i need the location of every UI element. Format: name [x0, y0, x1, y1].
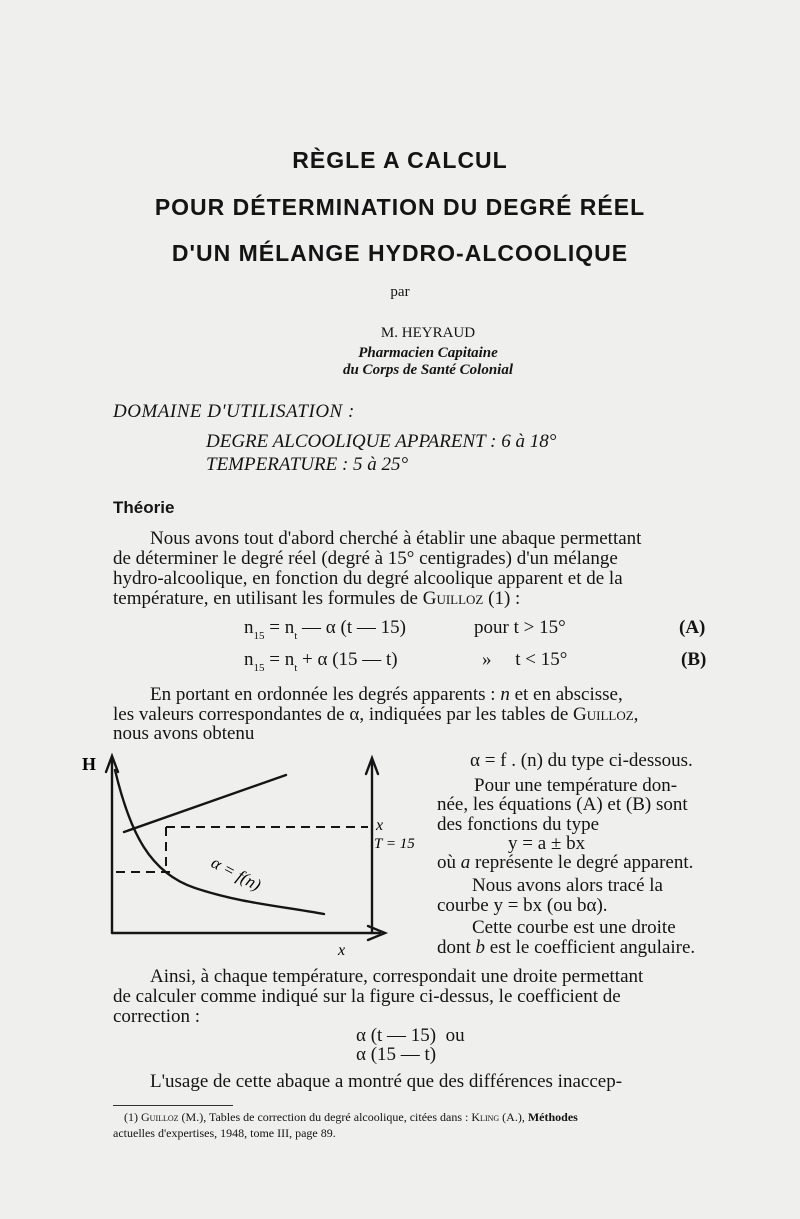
domain-line-1: DEGRE ALCOOLIQUE APPARENT : 6 à 18°: [206, 431, 557, 452]
right-col-line-7: Nous avons alors tracé la: [472, 875, 663, 896]
footnote-rule: [113, 1105, 233, 1106]
formula-a-eq: = n: [269, 617, 295, 638]
title-line-3: D'UN MÉLANGE HYDRO-ALCOOLIQUE: [171, 240, 629, 266]
right-col-line-1: α = f . (n) du type ci-dessous.: [470, 750, 693, 771]
right-col-line-6-a: où: [437, 852, 456, 873]
para2-line-1-end: et en abscisse,: [514, 684, 623, 705]
domain-line-2: TEMPERATURE : 5 à 25°: [206, 454, 409, 475]
para2-line-1: [150, 684, 736, 706]
byline-role-1: Pharmacien Capitaine: [358, 345, 498, 361]
figure-curve-label: α = f(n): [208, 852, 265, 895]
figure-h-label: H: [82, 754, 97, 774]
section-heading: Théorie: [113, 498, 175, 517]
formula-b-rest: + α (15 — t): [302, 649, 398, 670]
para3-line-3: correction :: [113, 1006, 201, 1027]
formula-a-rest: — α (t — 15): [302, 617, 406, 638]
formula-b-subt: t: [294, 662, 298, 674]
footnote-text-2: (A.),: [502, 1110, 525, 1124]
footnote-text-3: Méthodes: [527, 1110, 578, 1124]
formula-a-label: (A): [679, 617, 706, 638]
footnote-author-kling: Kling: [471, 1110, 500, 1124]
figure-x-label-right: x: [376, 817, 384, 834]
footnote-ref: (1) :: [488, 588, 521, 609]
right-col-line-10-c: est le coefficient angulaire.: [489, 937, 696, 958]
para1-line-4: [113, 588, 736, 610]
para4-line-1: L'usage de cette abaque a montré que des différences inaccep-: [150, 1071, 623, 1092]
formula-b-eq: = n: [269, 649, 295, 670]
footnote-author-guilloz: Guilloz: [141, 1110, 179, 1124]
author-ref-guilloz-2: Guilloz,: [573, 704, 639, 725]
para3-formula-1: α (t — 15) ou: [356, 1025, 465, 1046]
right-col-line-9: Cette courbe est une droite: [472, 917, 676, 938]
title-line-2: POUR DÉTERMINATION DU DEGRÉ RÉEL: [154, 194, 646, 220]
formula-a-n: n: [244, 617, 254, 638]
right-col-line-2: Pour une température don-: [474, 775, 678, 796]
right-col-line-6: [437, 852, 737, 874]
right-col-line-10-a: dont: [437, 937, 471, 958]
abaque-sketch: [80, 748, 420, 958]
para2-line-1-n: n: [500, 684, 510, 705]
byline-role-2: du Corps de Santé Colonial: [342, 362, 514, 378]
right-col-line-8: courbe y = bx (ou bα).: [437, 895, 608, 916]
footnote-number: (1): [124, 1110, 138, 1124]
straight-line: [124, 775, 286, 832]
formula-b-label: (B): [681, 649, 707, 670]
formula-b: [244, 649, 398, 674]
formula-a-condition: pour t > 15°: [474, 617, 566, 638]
right-col-line-10: [437, 937, 737, 959]
para1-line-3: hydro-alcoolique, en fonction du degré alcoolique apparent et de la: [113, 568, 623, 589]
byline-author: M. HEYRAUD: [380, 325, 476, 341]
formula-b-condition: » t < 15°: [482, 649, 568, 670]
right-col-line-10-b: b: [475, 937, 486, 958]
domain-heading: DOMAINE D'UTILISATION :: [113, 401, 355, 422]
para2-line-1-text: En portant en ordonnée les degrés apparents :: [150, 684, 496, 705]
author-ref-guilloz: Guilloz: [422, 588, 484, 609]
para1-line-4-text: température, en utilisant les formules de: [113, 588, 418, 609]
formula-a: [244, 617, 406, 642]
para3-line-1: Ainsi, à chaque température, correspondait une droite permettant: [150, 966, 644, 987]
formula-a-subt: t: [294, 630, 298, 642]
formula-a-sub15: 15: [253, 630, 265, 642]
para1-line-1: Nous avons tout d'abord cherché à établir une abaque permettant: [150, 528, 642, 549]
byline-par: par: [390, 284, 410, 300]
figure-x-label-bottom: x: [338, 942, 346, 958]
right-col-line-6-c: représente le degré apparent.: [475, 852, 694, 873]
right-col-line-6-b: a: [460, 852, 471, 873]
formula-b-n: n: [244, 649, 254, 670]
alpha-curve: [115, 770, 324, 914]
figure-t-label: T = 15: [374, 836, 415, 852]
formula-b-sub15: 15: [253, 662, 265, 674]
footnote-line-2: actuelles d'expertises, 1948, tome III, page 89.: [113, 1126, 336, 1140]
right-col-line-3: née, les équations (A) et (B) sont: [437, 794, 688, 815]
footnote-line-1: [124, 1110, 736, 1125]
title-line-1: RÈGLE A CALCUL: [292, 147, 508, 173]
para2-line-2-text: les valeurs correspondantes de α, indiquées par les tables de: [113, 704, 569, 725]
right-col-line-4: des fonctions du type: [437, 814, 600, 835]
para1-line-2: de déterminer le degré réel (degré à 15° centigrades) d'un mélange: [113, 548, 618, 569]
footnote-text-1: (M.), Tables de correction du degré alcoolique, citées dans :: [181, 1110, 469, 1124]
right-col-line-5: y = a ± bx: [508, 833, 586, 854]
para2-line-3: nous avons obtenu: [113, 723, 255, 744]
para3-formula-2: α (15 — t): [356, 1044, 437, 1065]
para3-line-2: de calculer comme indiqué sur la figure ci-dessus, le coefficient de: [113, 986, 621, 1007]
